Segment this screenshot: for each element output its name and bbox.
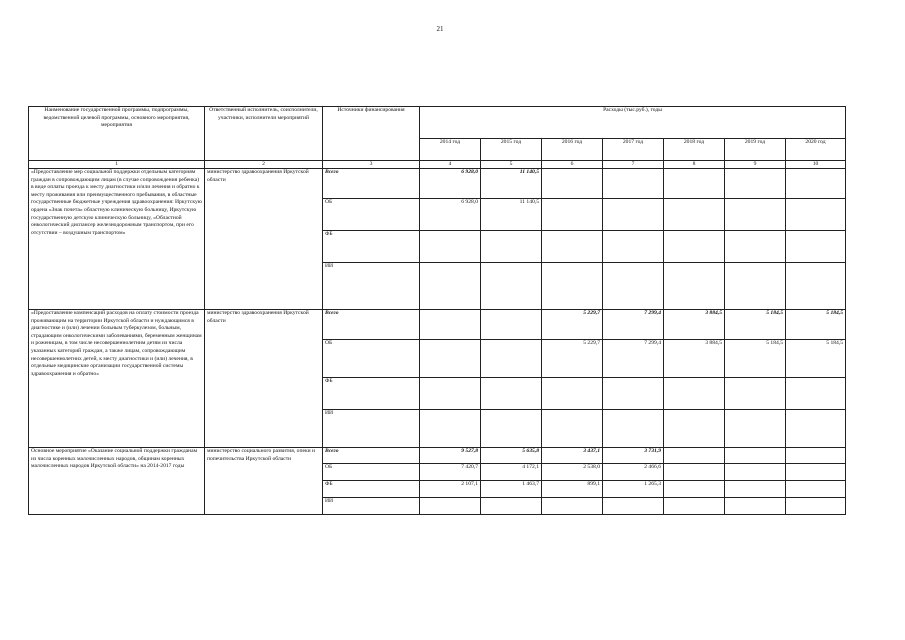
funding-source: ФБ — [323, 481, 420, 498]
expense-value — [786, 378, 846, 410]
expense-value: 2 466,6 — [603, 464, 664, 481]
expense-value: 5 184,5 — [786, 340, 846, 378]
header-name: Наименование государственной программы, подпрограммы, ведомственной целевой программы, основного мероприятия, мероприятия — [29, 107, 205, 161]
expense-value: 11 140,5 — [481, 169, 542, 199]
expense-value: 6 928,0 — [420, 169, 481, 199]
funding-source: Всего — [323, 310, 420, 340]
expense-value — [664, 481, 725, 498]
activity-name: «Предоставление компенсаций расходов на оплату стоимости проезда проживающим на территории Иркутской области и нуждающимся в диагностике и (или) лечении больным туберкулезом, больным, страдающим онкологическими заболеваниями, беременным женщинам и роженицам, в том числе несовершеннолетним детям из числа указанных категорий граждан, а также лицам, сопровождающим несовершеннолетних детей, к месту диагностики и (или) лечения, в отдельные медицинские организации государственной системы здравоохранения и обратно» — [29, 310, 205, 448]
expense-value — [542, 498, 603, 515]
header-executor: Ответственный исполнитель, соисполнители, участники, исполнители мероприятий — [205, 107, 323, 161]
expense-value — [542, 410, 603, 448]
expense-value — [725, 481, 786, 498]
funding-source: ИИ — [323, 263, 420, 310]
column-number: 9 — [725, 161, 786, 169]
year-header: 2015 год — [481, 139, 542, 161]
expense-value — [725, 263, 786, 310]
expense-value: 3 731,9 — [603, 448, 664, 464]
year-header: 2014 год — [420, 139, 481, 161]
expense-value — [725, 498, 786, 515]
expense-value — [603, 199, 664, 231]
expense-value — [786, 464, 846, 481]
funding-source: ОБ — [323, 340, 420, 378]
expense-value: 5 184,5 — [786, 310, 846, 340]
expense-value: 5 229,7 — [542, 340, 603, 378]
expense-value: 2 538,0 — [542, 464, 603, 481]
funding-source: ИИ — [323, 410, 420, 448]
expense-value — [420, 340, 481, 378]
expense-value — [420, 231, 481, 263]
funding-source: ИИ — [323, 498, 420, 515]
expense-value — [542, 169, 603, 199]
expense-value — [786, 410, 846, 448]
expense-value — [725, 464, 786, 481]
table-row — [29, 310, 846, 340]
expense-value — [420, 498, 481, 515]
expense-value — [603, 263, 664, 310]
expense-value — [542, 199, 603, 231]
expense-value: 4 172,1 — [481, 464, 542, 481]
year-header: 2017 год — [603, 139, 664, 161]
column-number: 2 — [205, 161, 323, 169]
expense-value — [786, 481, 846, 498]
funding-source: ОБ — [323, 464, 420, 481]
expense-value: 2 107,1 — [420, 481, 481, 498]
expense-value — [786, 448, 846, 464]
funding-source: ФБ — [323, 231, 420, 263]
expense-value — [603, 378, 664, 410]
expense-value: 3 437,1 — [542, 448, 603, 464]
expense-value: 7 299,4 — [603, 340, 664, 378]
expense-value — [542, 263, 603, 310]
expense-value: 3 884,5 — [664, 310, 725, 340]
expense-value: 7 420,7 — [420, 464, 481, 481]
column-number: 3 — [323, 161, 420, 169]
expense-value — [725, 378, 786, 410]
expense-value: 1 463,7 — [481, 481, 542, 498]
activity-executor: министерство здравоохранения Иркутской области — [205, 310, 323, 448]
expense-value — [725, 410, 786, 448]
expense-value — [542, 231, 603, 263]
expense-value — [542, 378, 603, 410]
expense-value — [481, 231, 542, 263]
table-body — [29, 169, 846, 515]
header-source: Источники финансирования — [323, 107, 420, 161]
column-number: 1 — [29, 161, 205, 169]
column-number: 4 — [420, 161, 481, 169]
expense-value — [664, 448, 725, 464]
funding-source: Всего — [323, 169, 420, 199]
expense-value — [481, 498, 542, 515]
expense-value — [420, 378, 481, 410]
expense-value: 5 635,8 — [481, 448, 542, 464]
expense-value — [481, 310, 542, 340]
expense-value — [603, 410, 664, 448]
activity-name: Основное мероприятие «Оказание социальной поддержки гражданам из числа коренных малочисленных народов, общинам коренных малочисленных народов Иркутской области» на 2014-2017 годы — [29, 448, 205, 515]
expense-value — [420, 410, 481, 448]
funding-source: ОБ — [323, 199, 420, 231]
year-header: 2019 год — [725, 139, 786, 161]
funding-source: ФБ — [323, 378, 420, 410]
expense-value — [664, 378, 725, 410]
expense-value — [481, 378, 542, 410]
expense-value — [420, 263, 481, 310]
expense-value: 9 527,8 — [420, 448, 481, 464]
year-header: 2020 год — [786, 139, 846, 161]
expense-value — [725, 199, 786, 231]
expense-value: 5 184,5 — [725, 340, 786, 378]
column-number: 8 — [664, 161, 725, 169]
expense-value — [786, 263, 846, 310]
expense-value — [664, 498, 725, 515]
expenses-table — [28, 106, 846, 515]
expense-value — [725, 231, 786, 263]
expense-value — [664, 169, 725, 199]
expense-value — [664, 199, 725, 231]
expense-value: 899,1 — [542, 481, 603, 498]
expense-value — [725, 448, 786, 464]
expense-value — [420, 310, 481, 340]
year-header: 2016 год — [542, 139, 603, 161]
activity-name: «Предоставление мер социальной поддержки отдельным категориям граждан в сопровождающим лицам (в случае сопровождения ребенка) в виде оплаты проезда к месту диагностики и/или лечения и обратно к месту проживания или преимущественного пребывания, в областные государственные бюджетные учреждения здравоохранения: Иркутскую ордена «Знак почета» областную клиническую больницу, Иркутскую государственную детскую клиническую больницу, «Областной онкологический диспансер железнодорожным транспортом, при его отсутствии – воздушным транспортом» — [29, 169, 205, 310]
page-number: 21 — [436, 25, 444, 33]
expense-value — [786, 199, 846, 231]
expense-value — [664, 464, 725, 481]
expense-value — [786, 231, 846, 263]
expense-value: 3 884,5 — [664, 340, 725, 378]
expense-value — [786, 498, 846, 515]
expense-value — [786, 169, 846, 199]
column-number: 7 — [603, 161, 664, 169]
expense-value — [481, 410, 542, 448]
expense-value: 1 265,3 — [603, 481, 664, 498]
expense-value — [603, 498, 664, 515]
expense-value — [664, 410, 725, 448]
table-row — [29, 169, 846, 199]
year-header: 2018 год — [664, 139, 725, 161]
expense-value — [664, 231, 725, 263]
expense-value — [664, 263, 725, 310]
expense-value — [481, 263, 542, 310]
expense-value — [603, 231, 664, 263]
funding-source: Всего — [323, 448, 420, 464]
expense-value: 5 184,5 — [725, 310, 786, 340]
expense-value — [603, 169, 664, 199]
expense-value: 7 299,4 — [603, 310, 664, 340]
header-expenses: Расходы (тыс.руб.), годы — [420, 107, 846, 139]
expense-value: 11 140,5 — [481, 199, 542, 231]
expense-value — [481, 340, 542, 378]
activity-executor: министерство социального развития, опеки и попечительства Иркутской области — [205, 448, 323, 515]
expense-value: 5 229,7 — [542, 310, 603, 340]
column-numbers-row — [29, 161, 846, 169]
expense-value: 6 928,0 — [420, 199, 481, 231]
column-number: 5 — [481, 161, 542, 169]
activity-executor: министерство здравоохранения Иркутской области — [205, 169, 323, 310]
column-number: 10 — [786, 161, 846, 169]
table-row — [29, 448, 846, 464]
expense-value — [725, 169, 786, 199]
column-number: 6 — [542, 161, 603, 169]
